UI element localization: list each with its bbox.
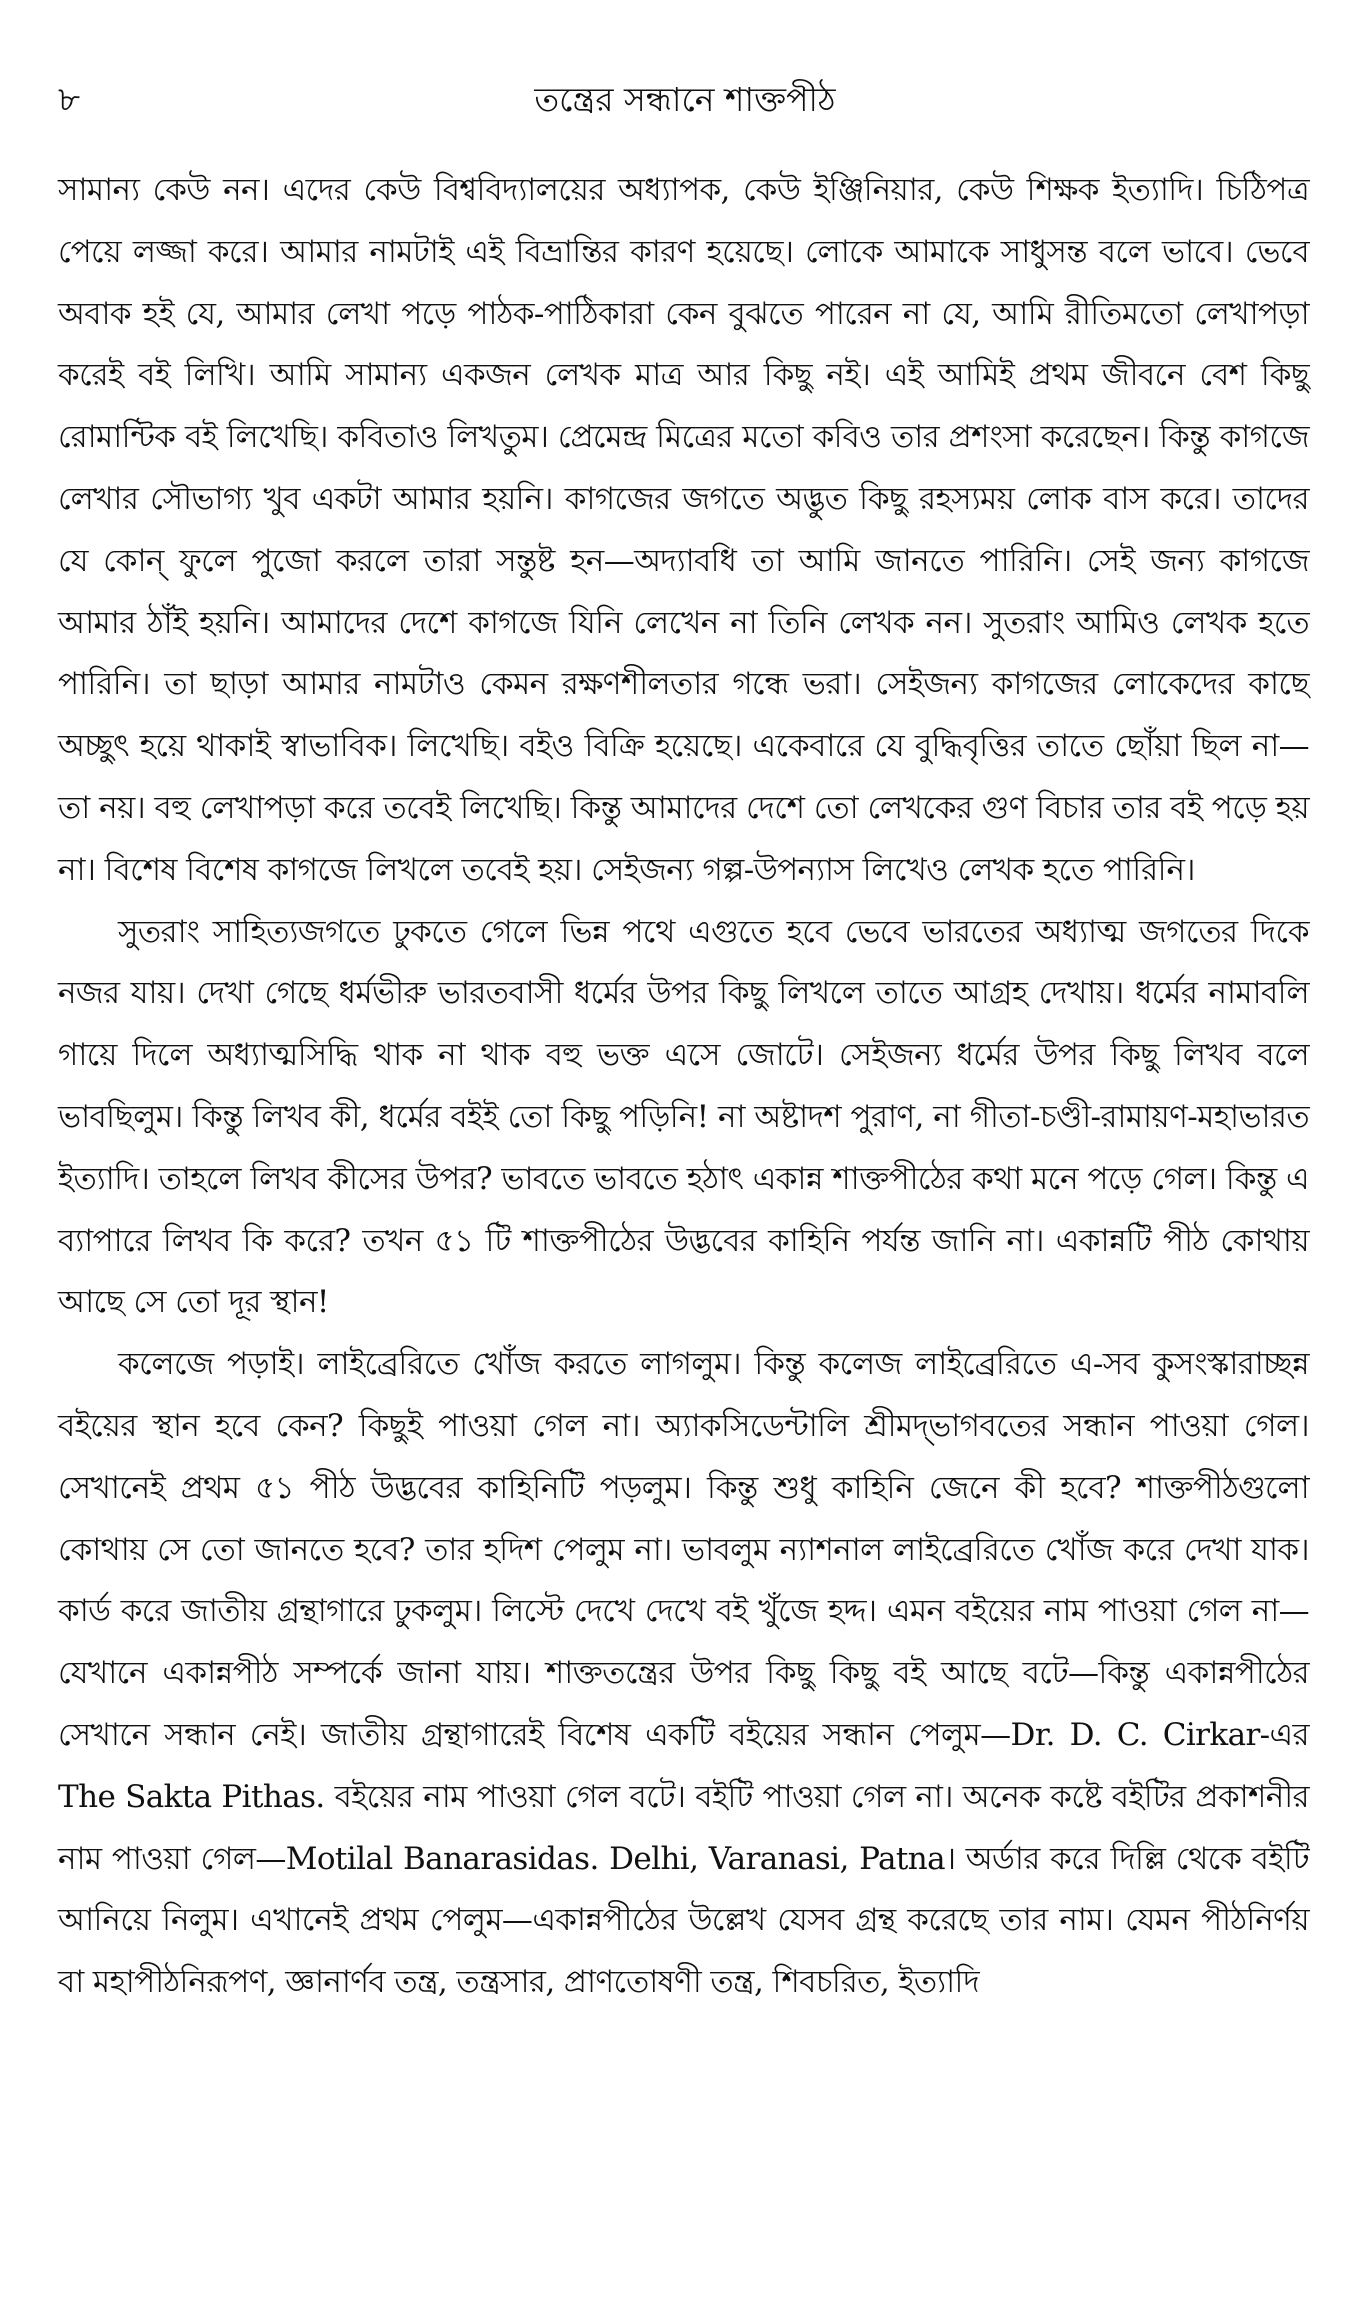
running-head	[58, 70, 1312, 130]
paragraph-3: কলেজে পড়াই। লাইব্রেরিতে খোঁজ করতে লাগলুম। কিন্তু কলেজ লাইব্রেরিতে এ-সব কুসংস্কারাচ্ছন্ন বইয়ের স্থান হবে কেন? কিছুই পাওয়া গেল না। অ্যাকসিডেন্টালি শ্রীমদ্‌ভাগবতের সন্ধান পাওয়া গেল। সেখানেই প্রথম ৫১ পীঠ উদ্ভবের কাহিনিটি পড়লুম। কিন্তু শুধু কাহিনি জেনে কী হবে? শাক্তপীঠগুলো কোথায় সে তো জানতে হবে? তার হদিশ পেলুম না। ভাবলুম ন্যাশনাল লাইব্রেরিতে খোঁজ করে দেখা যাক। কার্ড করে জাতীয় গ্রন্থাগারে ঢুকলুম। লিস্টে দেখে দেখে বই খুঁজে হদ্দ। এমন বইয়ের নাম পাওয়া গেল না—যেখানে একান্নপীঠ সম্পর্কে জানা যায়। শাক্ততন্ত্রের উপর কিছু কিছু বই আছে বটে—কিন্তু একান্নপীঠের সেখানে সন্ধান নেই। জাতীয় গ্রন্থাগারেই বিশেষ একটি বইয়ের সন্ধান পেলুম—Dr. D. C. Cirkar-এর The Sakta Pithas. বইয়ের নাম পাওয়া গেল বটে। বইটি পাওয়া গেল না। অনেক কষ্টে বইটির প্রকাশনীর নাম পাওয়া গেল—Motilal Banarasidas. Delhi, Varanasi, Patna। অর্ডার করে দিল্লি থেকে বইটি আনিয়ে নিলুম। এখানেই প্রথম পেলুম—একান্নপীঠের উল্লেখ যেসব গ্রন্থ করেছে তার নাম। যেমন পীঠনির্ণয় বা মহাপীঠনিরূপণ, জ্ঞানার্ণব তন্ত্র, তন্ত্রসার, প্রাণতোষণী তন্ত্র, শিবচরিত, ইত্যাদি	[58, 1346, 1309, 2001]
body-text	[58, 160, 1309, 2014]
page-number: ৮	[58, 80, 81, 120]
paragraph-1: সামান্য কেউ নন। এদের কেউ বিশ্ববিদ্যালয়ের অধ্যাপক, কেউ ইঞ্জিনিয়ার, কেউ শিক্ষক ইত্যাদি। চিঠিপত্র পেয়ে লজ্জা করে। আমার নামটাই এই বিভ্রান্তির কারণ হয়েছে। লোকে আমাকে সাধুসন্ত বলে ভাবে। ভেবে অবাক হই যে, আমার লেখা পড়ে পাঠক-পাঠিকারা কেন বুঝতে পারেন না যে, আমি রীতিমতো লেখাপড়া করেই বই লিখি। আমি সামান্য একজন লেখক মাত্র আর কিছু নই। এই আমিই প্রথম জীবনে বেশ কিছু রোমান্টিক বই লিখেছি। কবিতাও লিখতুম। প্রেমেন্দ্র মিত্রের মতো কবিও তার প্রশংসা করেছেন। কিন্তু কাগজে লেখার সৌভাগ্য খুব একটা আমার হয়নি। কাগজের জগতে অদ্ভুত কিছু রহস্যময় লোক বাস করে। তাদের যে কোন্ ফুলে পুজো করলে তারা সন্তুষ্ট হন—অদ্যাবধি তা আমি জানতে পারিনি। সেই জন্য কাগজে আমার ঠাঁই হয়নি। আমাদের দেশে কাগজে যিনি লেখেন না তিনি লেখক নন। সুতরাং আমিও লেখক হতে পারিনি। তা ছাড়া আমার নামটাও কেমন রক্ষণশীলতার গন্ধে ভরা। সেইজন্য কাগজের লোকেদের কাছে অচ্ছুৎ হয়ে থাকাই স্বাভাবিক। লিখেছি। বইও বিক্রি হয়েছে। একেবারে যে বুদ্ধিবৃত্তির তাতে ছোঁয়া ছিল না—তা নয়। বহু লেখাপড়া করে তবেই লিখেছি। কিন্তু আমাদের দেশে তো লেখকের গুণ বিচার তার বই পড়ে হয় না। বিশেষ বিশেষ কাগজে লিখলে তবেই হয়। সেইজন্য গল্প-উপন্যাস লিখেও লেখক হতে পারিনি।	[58, 172, 1309, 888]
running-title: তন্ত্রের সন্ধানে শাক্তপীঠ	[534, 80, 836, 119]
paragraph-2: সুতরাং সাহিত্যজগতে ঢুকতে গেলে ভিন্ন পথে এগুতে হবে ভেবে ভারতের অধ্যাত্ম জগতের দিকে নজর যায়। দেখা গেছে ধর্মভীরু ভারতবাসী ধর্মের উপর কিছু লিখলে তাতে আগ্রহ দেখায়। ধর্মের নামাবলি গায়ে দিলে অধ্যাত্মসিদ্ধি থাক না থাক বহু ভক্ত এসে জোটে। সেইজন্য ধর্মের উপর কিছু লিখব বলে ভাবছিলুম। কিন্তু লিখব কী, ধর্মের বইই তো কিছু পড়িনি! না অষ্টাদশ পুরাণ, না গীতা-চণ্ডী-রামায়ণ-মহাভারত ইত্যাদি। তাহলে লিখব কীসের উপর? ভাবতে ভাবতে হঠাৎ একান্ন শাক্তপীঠের কথা মনে পড়ে গেল। কিন্তু এ ব্যাপারে লিখব কি করে? তখন ৫১ টি শাক্তপীঠের উদ্ভবের কাহিনি পর্যন্ত জানি না। একান্নটি পীঠ কোথায় আছে সে তো দূর স্থান!	[58, 913, 1309, 1321]
